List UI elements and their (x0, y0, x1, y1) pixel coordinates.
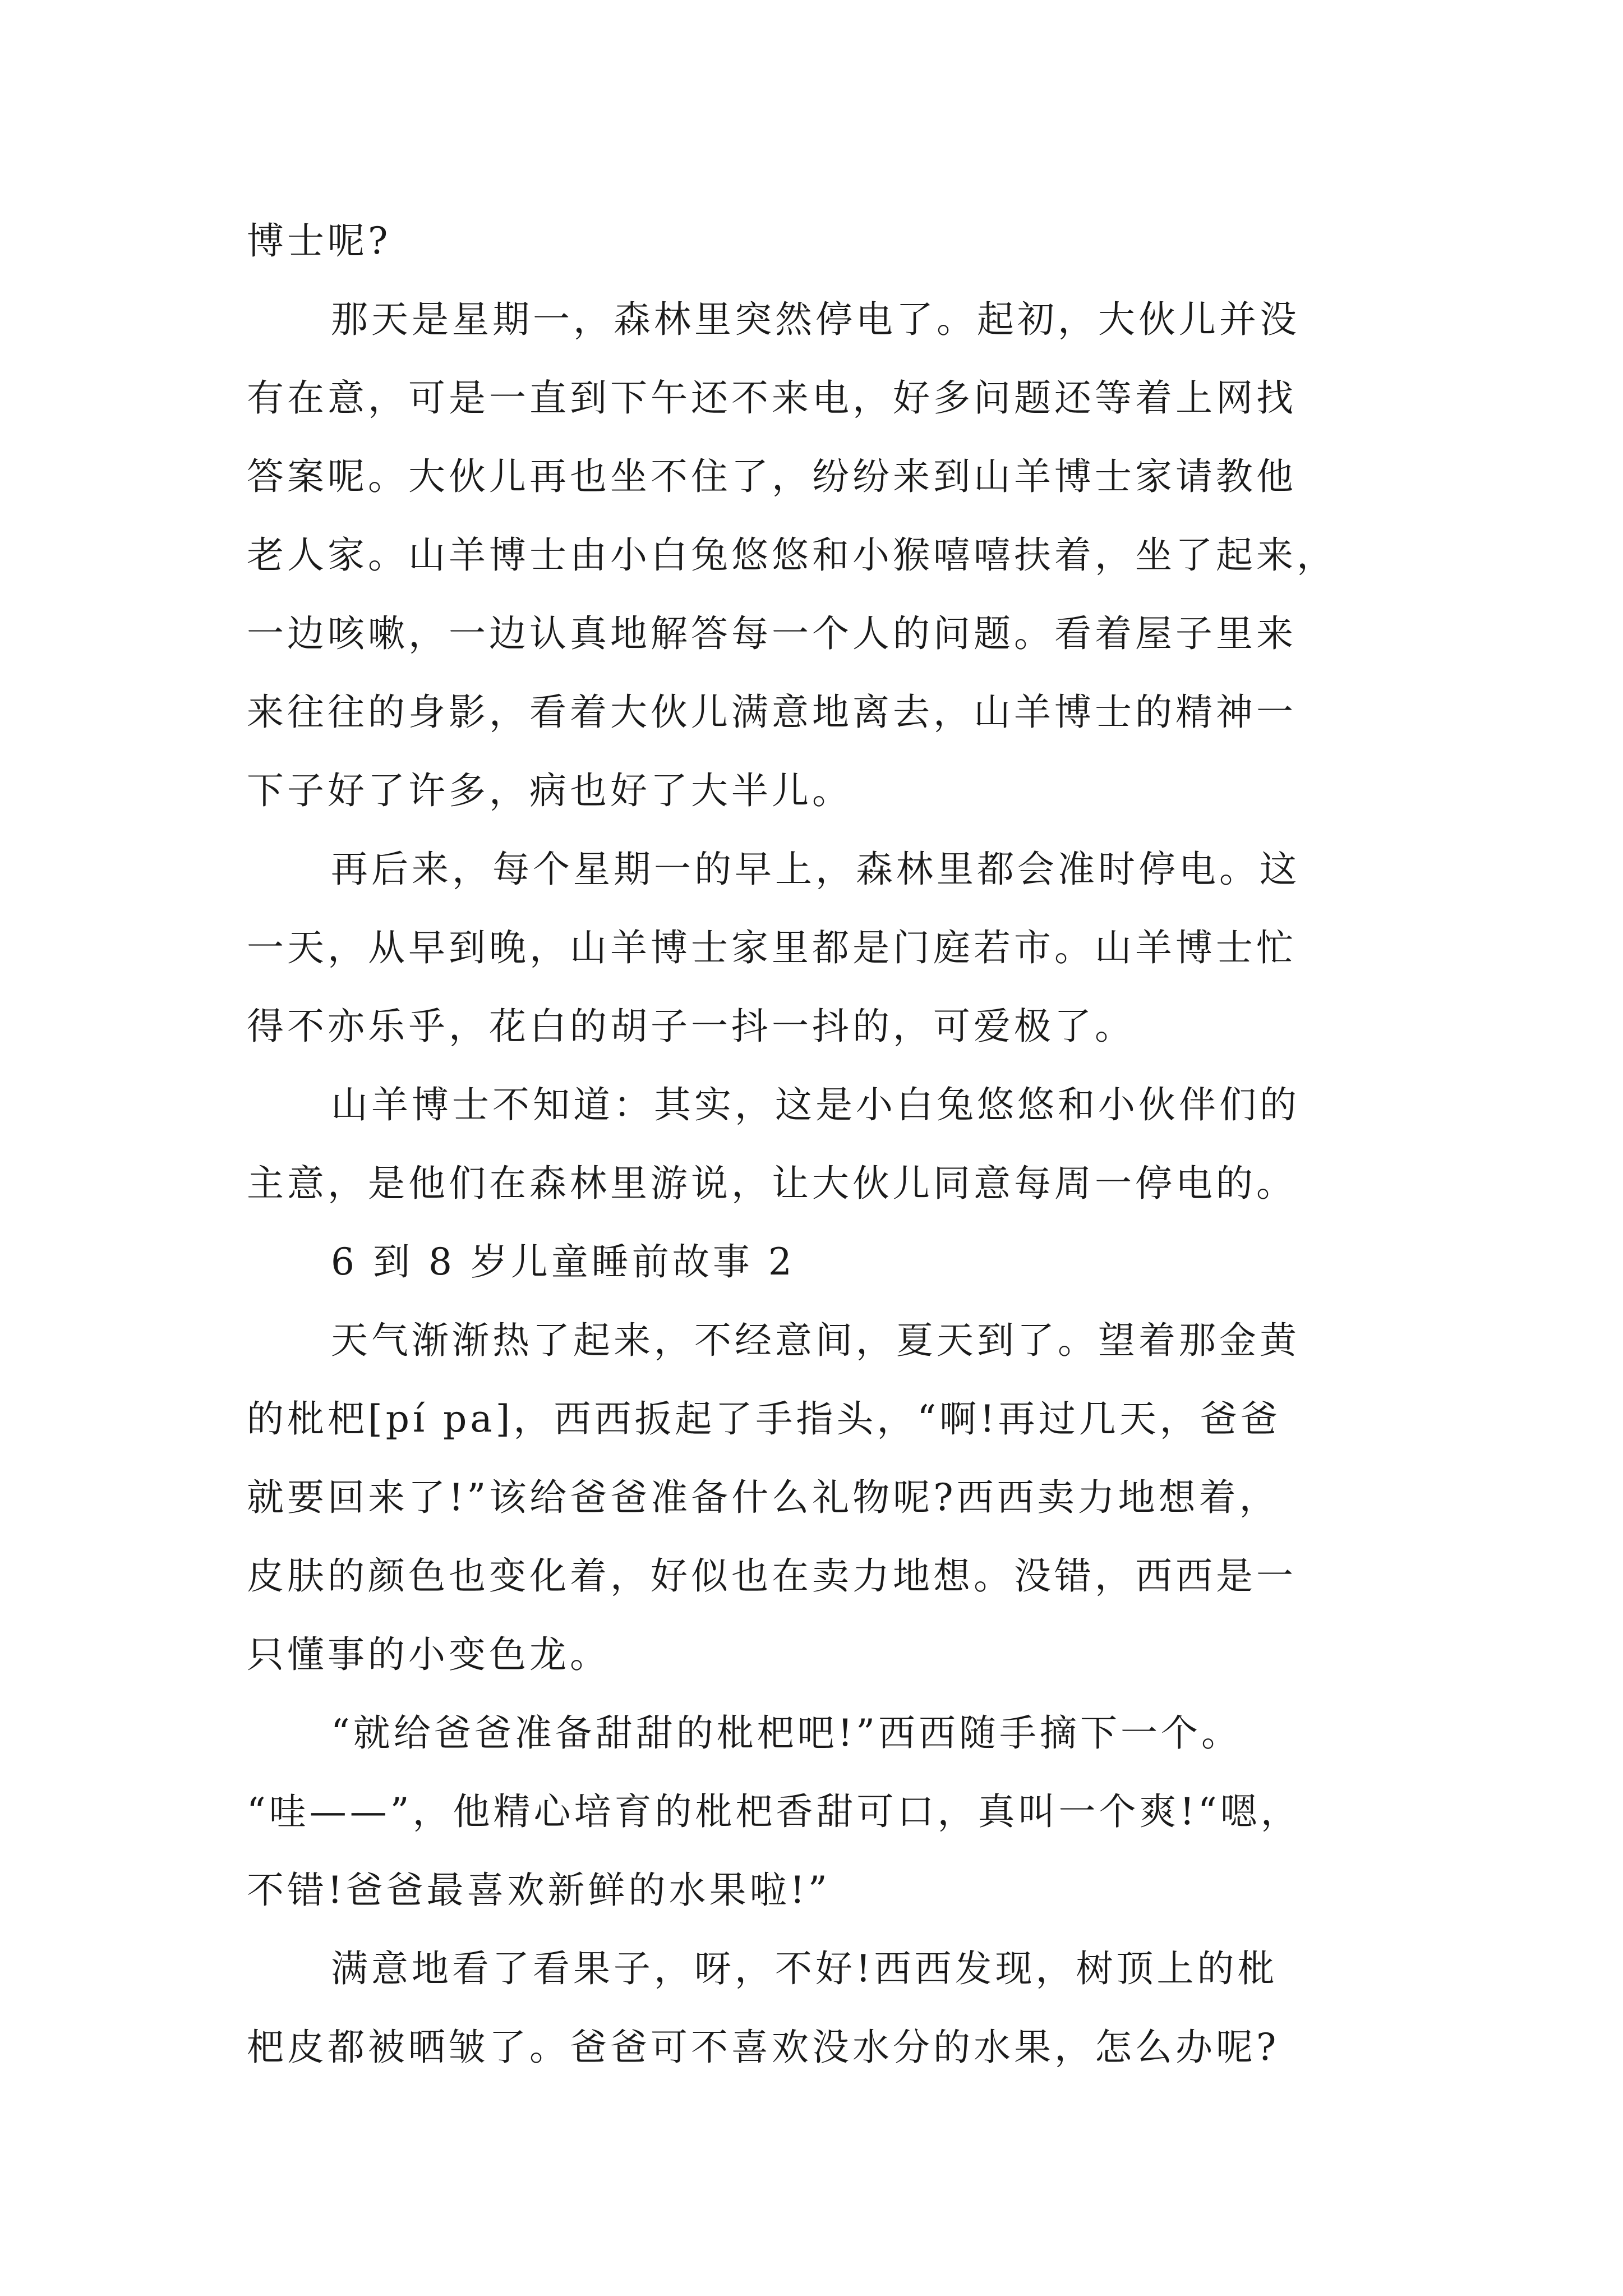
paragraph-start-line: 天气渐渐热了起来，不经意间，夏天到了。望着那金黄 (331, 1319, 1300, 1362)
text-line: 就要回来了!”该给爸爸准备什么礼物呢?西西卖力地想着， (247, 1476, 1280, 1519)
text-line: 杷皮都被晒皱了。爸爸可不喜欢没水分的水果，怎么办呢? (247, 2026, 1280, 2069)
text-line: 的枇杷[pí pa]，西西扳起了手指头，“啊!再过几天，爸爸 (247, 1397, 1281, 1441)
text-line: 下子好了许多，病也好了大半儿。 (247, 769, 852, 812)
text-line: 不错!爸爸最喜欢新鲜的水果啦!” (247, 1869, 831, 1912)
text-line: 老人家。山羊博士由小白兔悠悠和小猴嘻嘻扶着，坐了起来， (247, 533, 1337, 577)
paragraph-start-line: 再后来，每个星期一的早上，森林里都会准时停电。这 (331, 848, 1300, 891)
text-line: “哇——”，他精心培育的枇杷香甜可口，真叫一个爽!“嗯， (247, 1790, 1301, 1833)
text-line: 有在意，可是一直到下午还不来电，好多问题还等着上网找 (247, 376, 1297, 420)
paragraph-start-line: 山羊博士不知道：其实，这是小白兔悠悠和小伙伴们的 (331, 1083, 1300, 1126)
section-heading: 6 到 8 岁儿童睡前故事 2 (331, 1240, 795, 1283)
text-line: 得不亦乐乎，花白的胡子一抖一抖的，可爱极了。 (247, 1005, 1135, 1048)
paragraph-start-line: 满意地看了看果子，呀，不好!西西发现，树顶上的枇 (331, 1947, 1278, 1990)
paragraph-start-line: 那天是星期一，森林里突然停电了。起初，大伙儿并没 (331, 298, 1300, 341)
text-line: 主意，是他们在森林里游说，让大伙儿同意每周一停电的。 (247, 1162, 1297, 1205)
text-line: 来往往的身影，看着大伙儿满意地离去，山羊博士的精神一 (247, 691, 1297, 734)
text-line: 博士呢? (247, 219, 391, 263)
text-line: 一边咳嗽，一边认真地解答每一个人的问题。看着屋子里来 (247, 612, 1297, 655)
text-line: 答案呢。大伙儿再也坐不住了，纷纷来到山羊博士家请教他 (247, 455, 1297, 498)
text-line: 只懂事的小变色龙。 (247, 1633, 610, 1676)
text-line: 皮肤的颜色也变化着，好似也在卖力地想。没错，西西是一 (247, 1554, 1297, 1598)
text-line: 一天，从早到晚，山羊博士家里都是门庭若市。山羊博士忙 (247, 926, 1297, 969)
paragraph-start-line: “就给爸爸准备甜甜的枇杷吧!”西西随手摘下一个。 (331, 1711, 1242, 1755)
